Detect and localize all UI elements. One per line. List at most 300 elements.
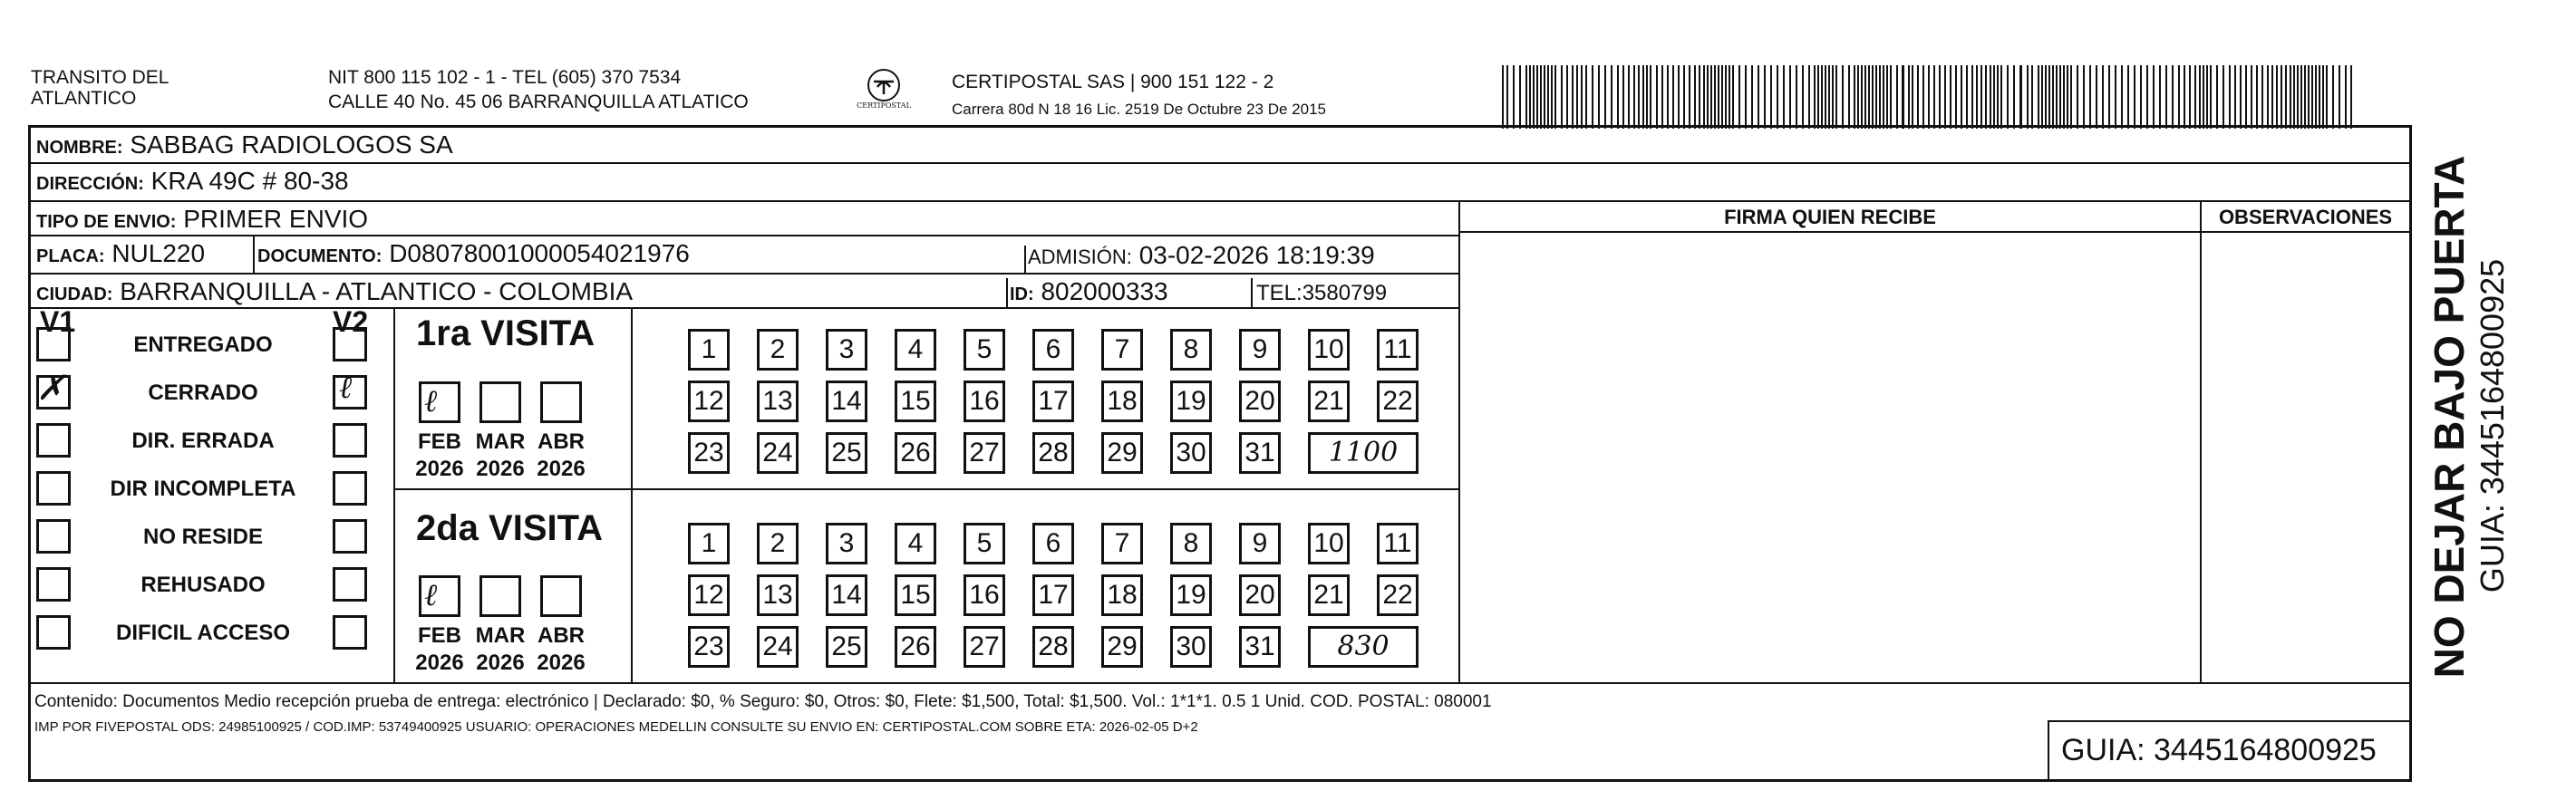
barcode-bar — [1864, 65, 1866, 129]
day-box[interactable]: 2 — [757, 329, 799, 371]
day-box[interactable]: 25 — [826, 626, 867, 668]
day-box[interactable]: 8 — [1170, 329, 1212, 371]
barcode-bar — [1912, 65, 1913, 129]
barcode-bar — [2013, 65, 2015, 129]
day-box[interactable]: 15 — [895, 381, 936, 422]
barcode-bar — [1633, 65, 1635, 129]
barcode-bar — [2102, 65, 2104, 129]
day-box[interactable]: 12 — [688, 574, 730, 616]
barcode-bar — [1617, 65, 1619, 129]
month-mark: ℓ — [424, 577, 438, 613]
barcode-bar — [2000, 65, 2002, 129]
barcode-bar — [2326, 65, 2328, 129]
barcode-bar — [1604, 65, 1606, 129]
barcode-bar — [2089, 65, 2091, 129]
barcode-bar — [2240, 65, 2242, 129]
year-label: 2026 — [537, 651, 586, 675]
barcode-bar — [2322, 65, 2324, 129]
day-box[interactable]: 14 — [826, 381, 867, 422]
imp-line: IMP POR FIVEPOSTAL ODS: 24985100925 / COD.IMP: 53749400925 USUARIO: OPERACIONES MEDELLIN CONSULTE SU ENVIO EN: CERTIPOSTAL.COM SOBRE ETA: 2026-02-05 D+2 — [34, 719, 1198, 735]
barcode-bar — [1554, 65, 1556, 129]
day-box[interactable]: 9 — [1239, 329, 1281, 371]
v2-checkbox[interactable] — [333, 567, 367, 602]
status-label: DIR INCOMPLETA — [110, 477, 296, 501]
status-label: DIR. ERRADA — [131, 429, 275, 453]
barcode-bar — [1506, 65, 1508, 129]
v1-checkbox[interactable] — [36, 423, 71, 458]
barcode-bar — [2311, 65, 2313, 129]
address-line: CALLE 40 No. 45 06 BARRANQUILLA ATLATICO — [328, 92, 749, 112]
day-box[interactable]: 19 — [1170, 574, 1212, 616]
v1-checkbox[interactable] — [36, 519, 71, 554]
barcode-bar — [2096, 65, 2097, 129]
direccion-label: DIRECCIÓN: — [36, 174, 144, 194]
barcode-bar — [1821, 65, 1823, 129]
barcode-bar — [1985, 65, 1987, 129]
barcode-bar — [1817, 65, 1819, 129]
barcode-bar — [1828, 65, 1830, 129]
barcode-bar — [2140, 65, 2142, 129]
month-box[interactable] — [540, 575, 582, 617]
barcode-bar — [2290, 65, 2291, 129]
barcode-bar — [1703, 65, 1705, 129]
barcode-bar — [1622, 65, 1624, 129]
barcode-bar — [1955, 65, 1957, 129]
month-box[interactable] — [479, 575, 521, 617]
day-box[interactable]: 23 — [688, 432, 730, 474]
barcode-bar — [1638, 65, 1640, 129]
day-box[interactable]: 18 — [1101, 574, 1143, 616]
tel-label: TEL: — [1256, 281, 1303, 305]
day-box[interactable]: 26 — [895, 432, 936, 474]
barcode-bar — [1928, 65, 1930, 129]
guia-footer: GUIA: 3445164800925 — [2061, 733, 2377, 767]
day-box[interactable]: 1 — [688, 523, 730, 564]
v1-checkbox[interactable] — [36, 327, 71, 361]
day-box[interactable]: 31 — [1239, 432, 1281, 474]
day-box[interactable]: 17 — [1032, 381, 1074, 422]
barcode-bar — [2293, 65, 2295, 129]
barcode-bar — [1721, 65, 1723, 129]
v1-checkbox[interactable] — [36, 567, 71, 602]
day-box[interactable]: 14 — [826, 574, 867, 616]
no-dejar-warning: NO DEJAR BAJO PUERTA — [2426, 155, 2473, 679]
barcode-bar — [2194, 65, 2196, 129]
day-box[interactable]: 6 — [1032, 329, 1074, 371]
day-box[interactable]: 7 — [1101, 329, 1143, 371]
nombre-value: SABBAG RADIOLOGOS SA — [130, 130, 453, 159]
barcode-bar — [1770, 65, 1772, 129]
barcode-bar — [2216, 65, 2218, 129]
logo-text: CERTIPOSTAL — [857, 101, 911, 110]
barcode-bar — [1551, 65, 1553, 129]
nombre-label: NOMBRE: — [36, 138, 123, 158]
barcode-bar — [1835, 65, 1837, 129]
barcode-bar — [1886, 65, 1888, 129]
month-mark: ℓ — [424, 383, 438, 419]
barcode-bar — [2063, 65, 2065, 129]
barcode-bar — [2304, 65, 2306, 129]
ciudad-row — [31, 275, 1458, 309]
barcode — [1500, 65, 2361, 129]
day-box[interactable]: 4 — [895, 523, 936, 564]
barcode-bar — [1683, 65, 1685, 129]
placa-row — [31, 236, 1458, 275]
barcode-bar — [1764, 65, 1766, 129]
id-label: ID: — [1010, 284, 1034, 304]
barcode-bar — [1961, 65, 1962, 129]
day-box[interactable]: 16 — [964, 574, 1005, 616]
barcode-bar — [2067, 65, 2068, 129]
barcode-bar — [1950, 65, 1951, 129]
barcode-bar — [1842, 65, 1844, 129]
day-box[interactable]: 22 — [1377, 381, 1419, 422]
day-box[interactable]: 28 — [1032, 626, 1074, 668]
barcode-bar — [1783, 65, 1785, 129]
observaciones-area[interactable] — [2206, 235, 2406, 679]
nit-line: NIT 800 115 102 - 1 - TEL (605) 370 7534 — [328, 67, 682, 88]
id-value: 802000333 — [1041, 277, 1168, 305]
company-name-line1: TRANSITO DEL — [31, 67, 169, 88]
barcode-bar — [1502, 65, 1504, 129]
barcode-bar — [1933, 65, 1935, 129]
courier-line2: Carrera 80d N 18 16 Lic. 2519 De Octubre 23 De 2015 — [952, 101, 1326, 118]
barcode-bar — [1971, 65, 1973, 129]
day-box[interactable]: 24 — [757, 626, 799, 668]
barcode-bar — [1566, 65, 1568, 129]
barcode-bar — [1854, 65, 1855, 129]
barcode-bar — [1729, 65, 1730, 129]
day-box[interactable]: 7 — [1101, 523, 1143, 564]
day-box[interactable]: 3 — [826, 523, 867, 564]
day-box[interactable]: 24 — [757, 432, 799, 474]
time-box[interactable]: 1100 — [1308, 432, 1419, 474]
barcode-bar — [2210, 65, 2212, 129]
barcode-bar — [1710, 65, 1712, 129]
day-box[interactable]: 29 — [1101, 626, 1143, 668]
barcode-bar — [2245, 65, 2247, 129]
barcode-bar — [2223, 65, 2224, 129]
month-label: MAR — [475, 623, 526, 648]
barcode-bar — [1796, 65, 1797, 129]
delivery-form — [28, 125, 2412, 782]
tel-value: 3580799 — [1302, 281, 1388, 305]
barcode-bar — [1789, 65, 1791, 129]
second-visit-title: 2da VISITA — [416, 508, 603, 548]
barcode-bar — [1572, 65, 1574, 129]
month-label: ABR — [537, 429, 585, 454]
month-box[interactable] — [540, 381, 582, 423]
year-label: 2026 — [537, 457, 586, 481]
day-box[interactable]: 11 — [1377, 329, 1419, 371]
day-box[interactable]: 9 — [1239, 523, 1281, 564]
barcode-bar — [1993, 65, 1995, 129]
day-box[interactable]: 29 — [1101, 432, 1143, 474]
day-box[interactable]: 15 — [895, 574, 936, 616]
barcode-bar — [1939, 65, 1941, 129]
barcode-bar — [2184, 65, 2185, 129]
year-label: 2026 — [415, 651, 464, 675]
day-box[interactable]: 22 — [1377, 574, 1419, 616]
v1-label: V1 — [40, 305, 76, 338]
barcode-bar — [2206, 65, 2208, 129]
barcode-bar — [2045, 65, 2047, 129]
barcode-bar — [1861, 65, 1863, 129]
barcode-bar — [2070, 65, 2072, 129]
barcode-bar — [1857, 65, 1859, 129]
day-box[interactable]: 21 — [1308, 574, 1350, 616]
first-visit-title: 1ra VISITA — [416, 313, 596, 353]
day-box[interactable]: 19 — [1170, 381, 1212, 422]
barcode-bar — [2038, 65, 2039, 129]
barcode-bar — [2297, 65, 2299, 129]
barcode-bar — [2315, 65, 2317, 129]
barcode-bar — [1908, 65, 1910, 129]
barcode-bar — [2007, 65, 2009, 129]
barcode-bar — [1872, 65, 1874, 129]
barcode-bar — [1525, 65, 1527, 129]
v1-checkbox[interactable] — [36, 615, 71, 650]
tipo-envio-label: TIPO DE ENVIO: — [36, 212, 177, 232]
ciudad-value: BARRANQUILLA - ATLANTICO - COLOMBIA — [120, 277, 634, 305]
barcode-bar — [1576, 65, 1578, 129]
barcode-bar — [1980, 65, 1982, 129]
day-box[interactable]: 30 — [1170, 432, 1212, 474]
year-label: 2026 — [476, 457, 525, 481]
barcode-bar — [1513, 65, 1515, 129]
barcode-bar — [1611, 65, 1612, 129]
barcode-bar — [1997, 65, 1999, 129]
time-box[interactable]: 830 — [1308, 626, 1419, 668]
day-box[interactable]: 20 — [1239, 381, 1281, 422]
barcode-bar — [2159, 65, 2161, 129]
barcode-bar — [1777, 65, 1778, 129]
placa-label: PLACA: — [36, 246, 105, 266]
placa-value: NUL220 — [111, 239, 206, 267]
barcode-bar — [1990, 65, 1991, 129]
barcode-bar — [1694, 65, 1696, 129]
barcode-bar — [1646, 65, 1648, 129]
barcode-bar — [1650, 65, 1651, 129]
certipostal-logo — [852, 65, 915, 120]
barcode-bar — [1944, 65, 1946, 129]
barcode-bar — [1966, 65, 1968, 129]
barcode-bar — [1707, 65, 1709, 129]
barcode-bar — [2350, 65, 2352, 129]
barcode-bar — [1585, 65, 1587, 129]
barcode-bar — [1699, 65, 1700, 129]
v2-checkbox[interactable] — [333, 327, 367, 361]
barcode-bar — [2261, 65, 2263, 129]
day-box[interactable]: 8 — [1170, 523, 1212, 564]
barcode-bar — [1544, 65, 1545, 129]
check-mark-v1: ✗ — [36, 368, 65, 408]
day-box[interactable]: 4 — [895, 329, 936, 371]
barcode-bar — [2127, 65, 2129, 129]
guia-side: GUIA: 3445164800925 — [2474, 258, 2511, 593]
barcode-bar — [1642, 65, 1644, 129]
barcode-bar — [2281, 65, 2282, 129]
barcode-bar — [1848, 65, 1850, 129]
day-box[interactable]: 30 — [1170, 626, 1212, 668]
day-box[interactable]: 26 — [895, 626, 936, 668]
v2-checkbox[interactable] — [333, 423, 367, 458]
barcode-bar — [2339, 65, 2340, 129]
day-box[interactable]: 21 — [1308, 381, 1350, 422]
day-box[interactable]: 5 — [964, 329, 1005, 371]
barcode-bar — [1738, 65, 1740, 129]
barcode-bar — [2108, 65, 2110, 129]
day-box[interactable]: 23 — [688, 626, 730, 668]
documento-value: D08078001000054021976 — [389, 239, 690, 267]
barcode-bar — [2019, 65, 2022, 129]
month-box[interactable] — [479, 381, 521, 423]
barcode-bar — [1890, 65, 1892, 129]
day-box[interactable]: 1 — [688, 329, 730, 371]
year-label: 2026 — [415, 457, 464, 481]
barcode-bar — [2189, 65, 2191, 129]
barcode-bar — [1902, 65, 1904, 129]
barcode-bar — [1883, 65, 1884, 129]
barcode-bar — [2153, 65, 2155, 129]
barcode-bar — [2134, 65, 2135, 129]
v1-checkbox[interactable] — [36, 471, 71, 506]
day-box[interactable]: 11 — [1377, 523, 1419, 564]
barcode-bar — [1808, 65, 1810, 129]
day-box[interactable]: 16 — [964, 381, 1005, 422]
barcode-bar — [2229, 65, 2231, 129]
barcode-bar — [2256, 65, 2258, 129]
day-box[interactable]: 12 — [688, 381, 730, 422]
status-label: REHUSADO — [140, 573, 266, 597]
barcode-bar — [1536, 65, 1538, 129]
day-box[interactable]: 18 — [1101, 381, 1143, 422]
barcode-bar — [1718, 65, 1719, 129]
barcode-bar — [1896, 65, 1898, 129]
status-label: CERRADO — [148, 381, 258, 405]
day-box[interactable]: 20 — [1239, 574, 1281, 616]
status-label: NO RESIDE — [142, 525, 264, 549]
barcode-bar — [1922, 65, 1924, 129]
day-box[interactable]: 27 — [964, 432, 1005, 474]
day-box[interactable]: 31 — [1239, 626, 1281, 668]
day-box[interactable]: 10 — [1308, 523, 1350, 564]
barcode-bar — [2077, 65, 2078, 129]
signature-area[interactable] — [1467, 235, 2197, 679]
contenido-line: Contenido: Documentos Medio recepción prueba de entrega: electrónico | Declarado: $0, % Seguro: $0, Otros: $0, Flete: $1,500, Total: $1,500. Vol.: 1*1*1. 0.5 1 Unid. COD. POSTAL: 080001 — [34, 692, 1492, 711]
status-label: ENTREGADO — [133, 333, 273, 357]
barcode-bar — [1732, 65, 1734, 129]
barcode-bar — [1875, 65, 1877, 129]
day-box[interactable]: 13 — [757, 574, 799, 616]
barcode-bar — [2027, 65, 2029, 129]
barcode-bar — [2059, 65, 2061, 129]
barcode-bar — [1581, 65, 1583, 129]
barcode-bar — [1547, 65, 1549, 129]
company-name-line2: ATLANTICO — [31, 88, 137, 109]
barcode-bar — [2121, 65, 2123, 129]
month-label: FEB — [418, 429, 461, 454]
barcode-bar — [2308, 65, 2310, 129]
barcode-bar — [1917, 65, 1919, 129]
barcode-bar — [2345, 65, 2347, 129]
barcode-bar — [1751, 65, 1753, 129]
v2-checkbox[interactable] — [333, 471, 367, 506]
barcode-bar — [1667, 65, 1669, 129]
day-box[interactable]: 10 — [1308, 329, 1350, 371]
barcode-bar — [1519, 65, 1521, 129]
barcode-bar — [2203, 65, 2204, 129]
barcode-bar — [2041, 65, 2043, 129]
day-box[interactable]: 17 — [1032, 574, 1074, 616]
courier-line1: CERTIPOSTAL SAS | 900 151 122 - 2 — [952, 72, 1274, 92]
barcode-bar — [2319, 65, 2320, 129]
barcode-bar — [2276, 65, 2278, 129]
barcode-bar — [2056, 65, 2058, 129]
direccion-row — [31, 164, 2409, 202]
documento-label: DOCUMENTO: — [257, 246, 383, 266]
barcode-bar — [1672, 65, 1674, 129]
day-box[interactable]: 25 — [826, 432, 867, 474]
barcode-bar — [1976, 65, 1978, 129]
day-box[interactable]: 3 — [826, 329, 867, 371]
barcode-bar — [1656, 65, 1658, 129]
month-label: FEB — [418, 623, 461, 648]
direccion-value: KRA 49C # 80-38 — [150, 167, 349, 195]
day-box[interactable]: 5 — [964, 523, 1005, 564]
month-label: MAR — [475, 429, 526, 454]
barcode-bar — [1598, 65, 1600, 129]
barcode-bar — [1689, 65, 1690, 129]
barcode-bar — [2271, 65, 2273, 129]
day-box[interactable]: 2 — [757, 523, 799, 564]
barcode-bar — [2300, 65, 2302, 129]
barcode-bar — [2083, 65, 2085, 129]
v2-checkbox[interactable] — [333, 519, 367, 554]
day-box[interactable]: 27 — [964, 626, 1005, 668]
barcode-bar — [1832, 65, 1834, 129]
barcode-bar — [1628, 65, 1630, 129]
barcode-bar — [2251, 65, 2252, 129]
ciudad-label: CIUDAD: — [36, 284, 113, 304]
admision-label: ADMISIÓN: — [1028, 246, 1132, 268]
barcode-bar — [1561, 65, 1563, 129]
v2-checkbox[interactable] — [333, 615, 367, 650]
year-label: 2026 — [476, 651, 525, 675]
day-box[interactable]: 28 — [1032, 432, 1074, 474]
barcode-bar — [2146, 65, 2148, 129]
tipo-envio-value: PRIMER ENVIO — [183, 205, 369, 233]
tipo-envio-row — [31, 202, 1458, 236]
barcode-bar — [1678, 65, 1680, 129]
barcode-bar — [1758, 65, 1759, 129]
barcode-bar — [2031, 65, 2033, 129]
day-box[interactable]: 6 — [1032, 523, 1074, 564]
barcode-bar — [2052, 65, 2054, 129]
barcode-bar — [1725, 65, 1727, 129]
check-mark-v2: ℓ — [339, 370, 353, 406]
barcode-bar — [2178, 65, 2180, 129]
barcode-bar — [1714, 65, 1716, 129]
day-box[interactable]: 13 — [757, 381, 799, 422]
nombre-row — [31, 128, 2409, 164]
barcode-bar — [2172, 65, 2174, 129]
barcode-bar — [2165, 65, 2167, 129]
barcode-bar — [1592, 65, 1593, 129]
observaciones-header: OBSERVACIONES — [2218, 206, 2393, 228]
barcode-bar — [1802, 65, 1804, 129]
barcode-bar — [1540, 65, 1542, 129]
